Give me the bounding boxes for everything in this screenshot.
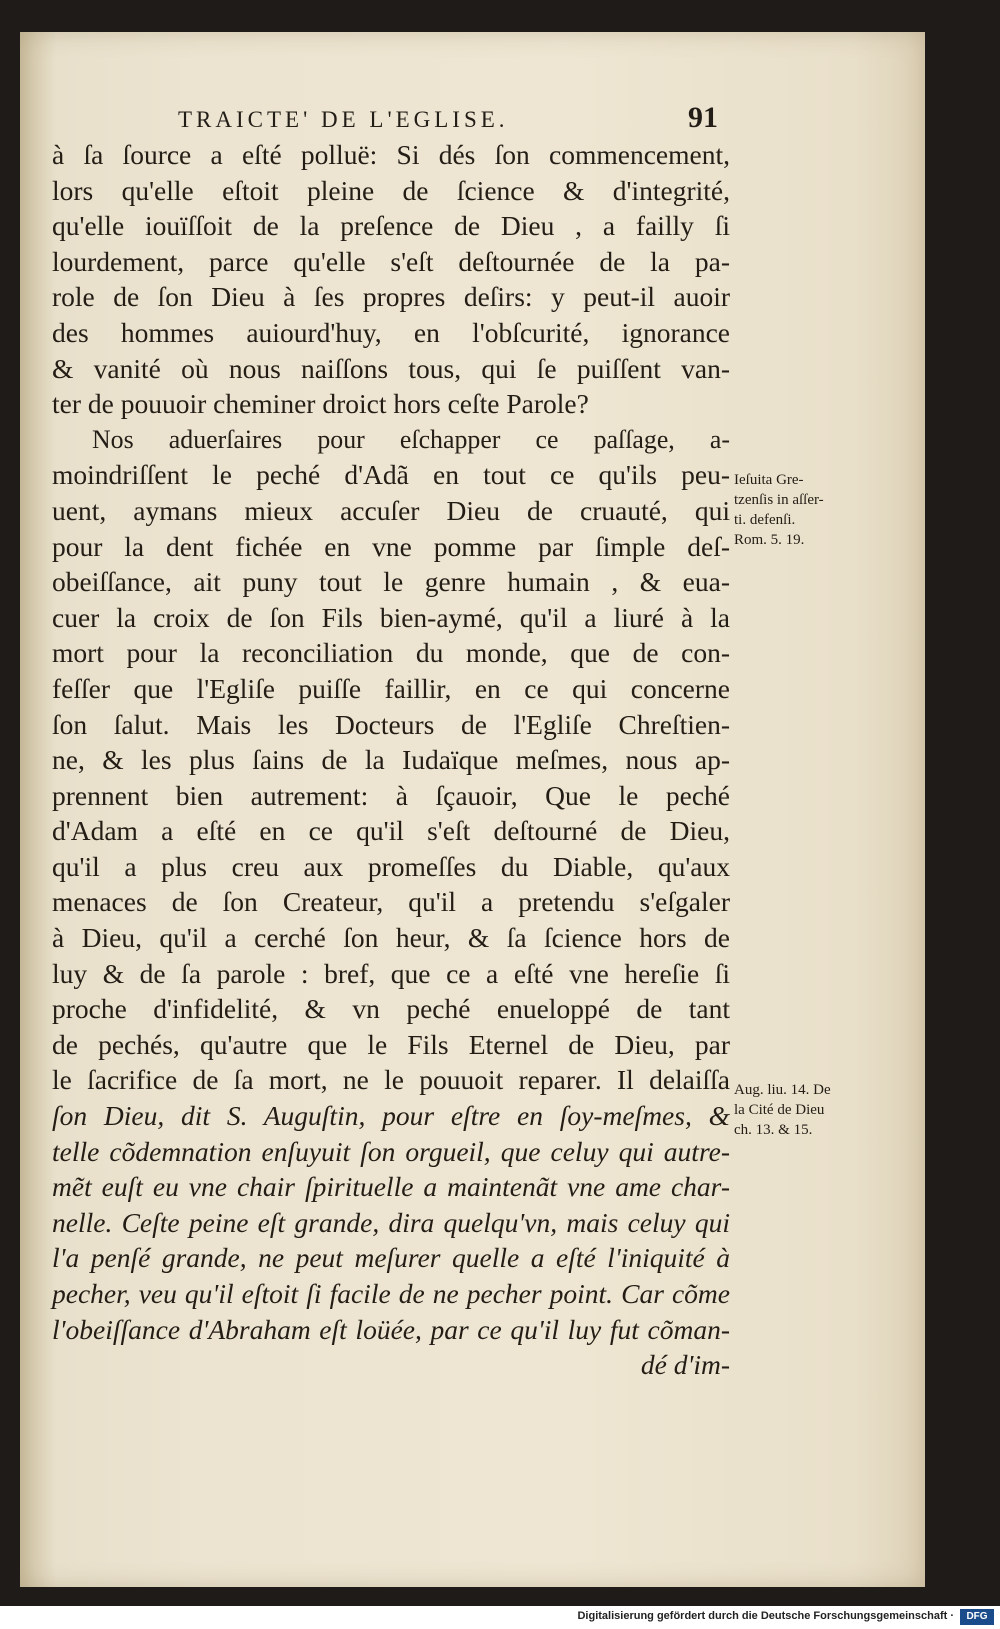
text-line-italic: l'a penſé grande, ne peut meſurer quelle a eſté l'iniquité à [52,1242,730,1274]
text-line: role de ſon Dieu à ſes propres deſirs: y peut-il auoir [52,281,730,313]
margin-note-line: ch. 13. & 15. [734,1122,813,1138]
margin-note-line: tzenſis in aſſer- [734,492,824,508]
text-line: menaces de ſon Createur, qu'il a pretendu s'eſgaler [52,886,730,918]
text-line: à Dieu, qu'il a cerché ſon heur, & ſa ſcience hors de [52,922,730,954]
text-line: le ſacrifice de ſa mort, ne le pouuoit reparer. Il delaiſſa [52,1064,730,1096]
digitization-footer [0,1606,1000,1629]
text-line: & vanité où nous naiſſons tous, qui ſe puiſſent van- [52,352,730,384]
text-line: ſon ſalut. Mais les Docteurs de l'Egliſe Chreſtien- [52,708,730,740]
margin-note-line: Ieſuita Gre- [734,472,804,488]
catchword: dé d'im- [640,1349,730,1381]
page-number: 91 [688,101,718,134]
text-line: lourdement, parce qu'elle s'eſt deſtournée de la pa- [52,245,730,277]
text-line-italic: pecher, veu qu'il eſtoit ſi facile de ne pecher point. Car cõme [52,1278,730,1309]
text-line: lors qu'elle eſtoit pleine de ſcience & d'integrité, [52,174,730,206]
text-line: mort pour la reconciliation du monde, que de con- [52,637,730,669]
text-line: luy & de ſa parole : bref, que ce a eſté vne hereſie ſi [52,957,730,989]
text-line-italic: mẽt euſt eu vne chair ſpirituelle a maintenãt vne ame char- [52,1171,730,1203]
funding-notice: Digitalisierung gefördert durch die Deutsche Forschungsgemeinschaft · [577,1610,954,1622]
text-line: cuer la croix de ſon Fils bien-aymé, qu'il a liuré à la [52,601,730,633]
text-line: Nos aduerſaires pour eſchapper ce paſſage, a- [92,424,730,454]
text-line: proche d'infidelité, & vn peché enueloppé de tant [52,993,730,1025]
body-text [52,137,730,1383]
margin-note-jesuit [734,470,864,550]
running-head [178,101,718,137]
margin-note-line: Aug. liu. 14. De [734,1082,831,1098]
text-line-italic: telle cõdemnation enſuyuit ſon orgueil, que celuy qui autre- [52,1135,730,1167]
margin-note-line: la Cité de Dieu [734,1102,825,1118]
margin-note-line: Rom. 5. 19. [734,532,805,548]
text-line: ter de pouuoir cheminer droict hors ceſte Parole? [52,388,589,420]
margin-note-line: ti. defenſi. [734,512,796,528]
text-line: d'Adam a eſté en ce qu'il s'eſt deſtourné de Dieu, [52,815,730,847]
text-line-italic: ſon Dieu, dit S. Auguſtin, pour eſtre en ſoy-meſmes, & [52,1100,730,1132]
text-line: à ſa ſource a eſté polluë: Si dés ſon commencement, [52,139,730,170]
text-line: obeiſſance, ait puny tout le genre humain , & eua- [52,566,730,598]
dfg-logo[interactable]: DFG [960,1609,994,1625]
text-line: de pechés, qu'autre que le Fils Eternel de Dieu, par [52,1028,730,1060]
text-line-italic: nelle. Ceſte peine eſt grande, dira quelqu'vn, mais celuy qui [52,1206,730,1238]
text-line: des hommes auiourd'huy, en l'obſcurité, ignorance [52,316,730,348]
text-line: prennent bien autrement: à ſçauoir, Que le peché [52,779,730,811]
text-line: feſſer que l'Egliſe puiſſe faillir, en ce qui concerne [52,672,730,704]
text-line: moindriſſent le peché d'Adã en tout ce qu'ils peu- [52,459,730,491]
margin-note-augustin [734,1080,874,1140]
text-line: ne, & les plus ſains de la Iudaïque meſmes, nous ap- [52,744,730,776]
text-line-italic: l'obeiſſance d'Abraham eſt loüée, par ce qu'il luy fut cõman- [52,1313,730,1345]
text-line: qu'elle iouïſſoit de la preſence de Dieu , a failly ſi [52,210,730,242]
text-line: pour la dent fichée en vne pomme par ſimple deſ- [52,530,730,562]
text-line: qu'il a plus creu aux promeſſes du Diable, qu'aux [52,850,730,882]
text-line: uent, aymans mieux accuſer Dieu de cruauté, qui [52,494,730,526]
running-title: TRAICTE' DE L'EGLISE. [178,107,509,132]
